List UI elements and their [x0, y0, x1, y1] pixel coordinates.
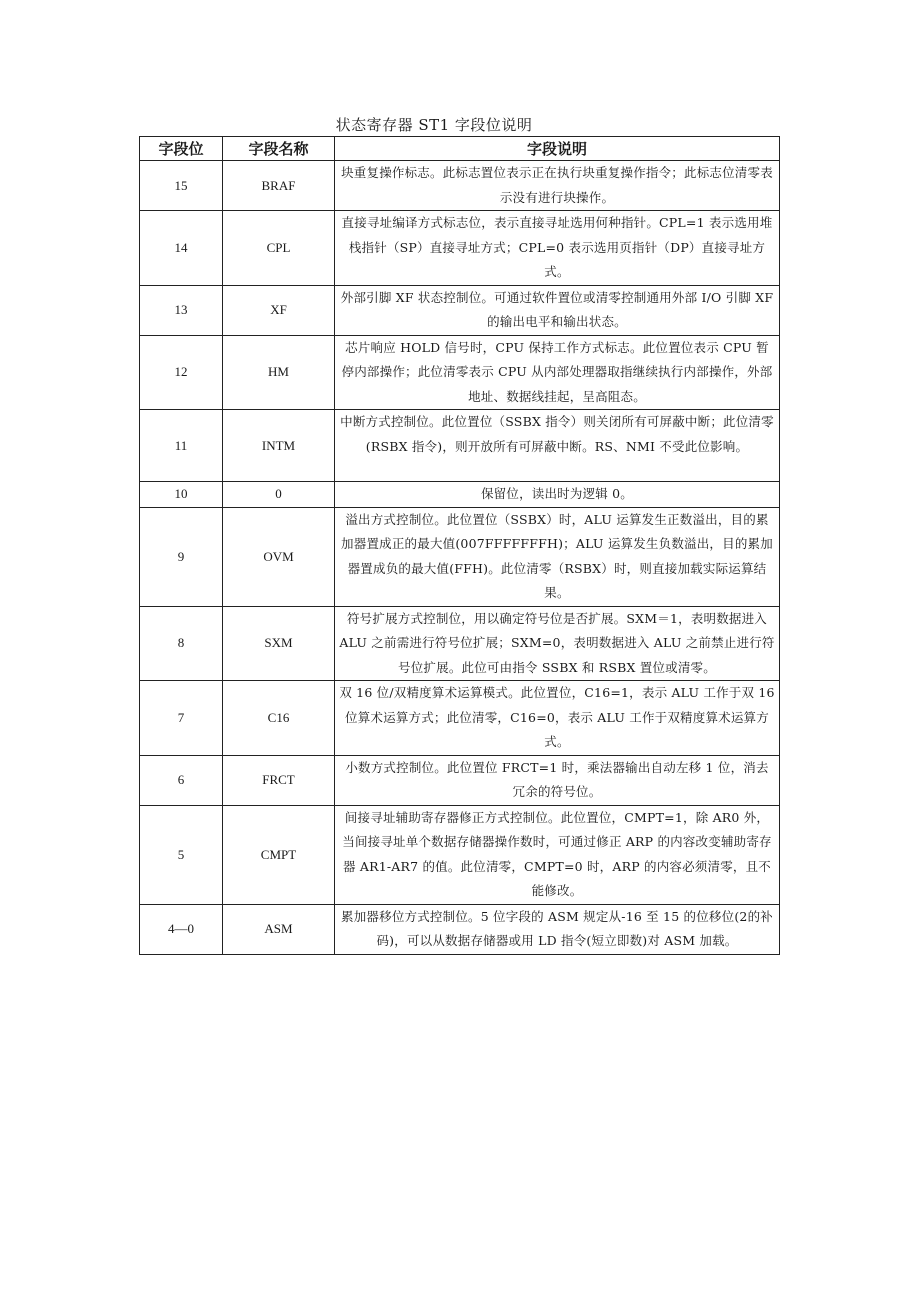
- caption-text: 状态寄存器 ST1 字段位说明: [335, 116, 533, 134]
- description-cell: 双 16 位/双精度算术运算模式。此位置位，C16=1，表示 ALU 工作于双 16 位算术运算方式；此位清零，C16=0，表示 ALU 工作于双精度算术运算方式。: [335, 681, 780, 756]
- table-row: [140, 507, 780, 606]
- table-row: [140, 606, 780, 681]
- description-cell: 间接寻址辅助寄存器修正方式控制位。此位置位，CMPT=1，除 AR0 外，当间接寻址单个数据存储器操作数时，可通过修正 ARP 的内容改变辅助寄存器 AR1-AR7 的值。此位清零，CMPT=0 时，ARP 的内容必须清零，且不能修改。: [335, 805, 780, 904]
- field-name-cell: HM: [223, 335, 335, 410]
- table-row: [140, 805, 780, 904]
- bit-cell: 15: [140, 161, 223, 211]
- description-cell: 小数方式控制位。此位置位 FRCT=1 时，乘法器输出自动左移 1 位，消去冗余的符号位。: [335, 755, 780, 805]
- bit-cell: 13: [140, 285, 223, 335]
- description-cell: 中断方式控制位。此位置位（SSBX 指令）则关闭所有可屏蔽中断；此位清零(RSBX 指令)，则开放所有可屏蔽中断。RS、NMI 不受此位影响。: [335, 410, 780, 482]
- bit-cell: 10: [140, 482, 223, 508]
- bit-cell: 8: [140, 606, 223, 681]
- header-desc: 字段说明: [335, 137, 780, 161]
- bit-cell: 4—0: [140, 904, 223, 954]
- bit-cell: 14: [140, 211, 223, 286]
- field-name-cell: 0: [223, 482, 335, 508]
- field-name-cell: C16: [223, 681, 335, 756]
- field-name-cell: INTM: [223, 410, 335, 482]
- bit-cell: 5: [140, 805, 223, 904]
- bit-cell: 11: [140, 410, 223, 482]
- bit-cell: 7: [140, 681, 223, 756]
- field-name-cell: ASM: [223, 904, 335, 954]
- table-row: [140, 410, 780, 482]
- table-row: [140, 211, 780, 286]
- field-name-cell: BRAF: [223, 161, 335, 211]
- header-bit: 字段位: [140, 137, 223, 161]
- description-cell: 累加器移位方式控制位。5 位字段的 ASM 规定从-16 至 15 的位移位(2的补码)，可以从数据存储器或用 LD 指令(短立即数)对 ASM 加载。: [335, 904, 780, 954]
- field-name-cell: FRCT: [223, 755, 335, 805]
- field-name-cell: CMPT: [223, 805, 335, 904]
- field-name-cell: SXM: [223, 606, 335, 681]
- field-name-cell: OVM: [223, 507, 335, 606]
- description-cell: 外部引脚 XF 状态控制位。可通过软件置位或清零控制通用外部 I/O 引脚 XF 的输出电平和输出状态。: [335, 285, 780, 335]
- description-cell: 块重复操作标志。此标志置位表示正在执行块重复操作指令；此标志位清零表示没有进行块操作。: [335, 161, 780, 211]
- table-row: [140, 482, 780, 508]
- description-cell: 直接寻址编译方式标志位，表示直接寻址选用何种指针。CPL=1 表示选用堆栈指针（SP）直接寻址方式；CPL=0 表示选用页指针（DP）直接寻址方式。: [335, 211, 780, 286]
- header-name: 字段名称: [223, 137, 335, 161]
- bit-cell: 12: [140, 335, 223, 410]
- description-cell: 溢出方式控制位。此位置位（SSBX）时，ALU 运算发生正数溢出，目的累加器置成正的最大值(007FFFFFFFH)；ALU 运算发生负数溢出，目的累加器置成负的最大值(FFH)。此位清零（RSBX）时，则直接加载实际运算结果。: [335, 507, 780, 606]
- description-cell: 符号扩展方式控制位，用以确定符号位是否扩展。SXM＝1，表明数据进入 ALU 之前需进行符号位扩展；SXM=0，表明数据进入 ALU 之前禁止进行符号位扩展。此位可由指令 SSBX 和 RSBX 置位或清零。: [335, 606, 780, 681]
- description-cell: 保留位，读出时为逻辑 0。: [335, 482, 780, 508]
- table-row: [140, 904, 780, 954]
- field-name-cell: CPL: [223, 211, 335, 286]
- bit-cell: 9: [140, 507, 223, 606]
- table-row: [140, 335, 780, 410]
- bit-cell: 6: [140, 755, 223, 805]
- table-row: [140, 285, 780, 335]
- table-row: [140, 681, 780, 756]
- st1-field-table: [139, 136, 780, 955]
- field-name-cell: XF: [223, 285, 335, 335]
- table-row: [140, 161, 780, 211]
- table-row: [140, 755, 780, 805]
- table-header-row: [140, 137, 780, 161]
- description-cell: 芯片响应 HOLD 信号时，CPU 保持工作方式标志。此位置位表示 CPU 暂停内部操作；此位清零表示 CPU 从内部处理器取指继续执行内部操作，外部地址、数据线挂起，呈高阻态。: [335, 335, 780, 410]
- table-caption: [0, 114, 920, 135]
